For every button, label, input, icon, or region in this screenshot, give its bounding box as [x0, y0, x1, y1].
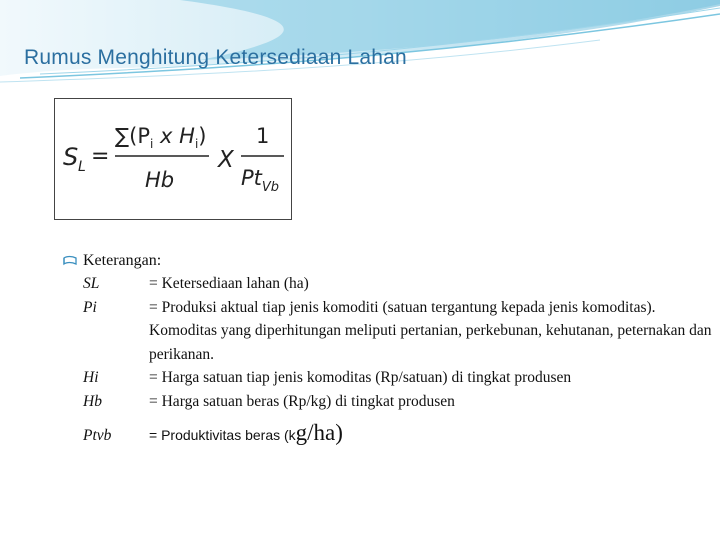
- definition-row: [62, 421, 712, 448]
- definition-text: = Harga satuan beras (Rp/kg) di tingkat produsen: [149, 392, 455, 410]
- formula-lhs-sub: L: [78, 159, 86, 175]
- definition-text: = Ketersediaan lahan (ha): [149, 275, 309, 292]
- header-wave-decoration: [0, 0, 720, 90]
- definition-row: [62, 366, 712, 390]
- notes-heading: [62, 250, 712, 272]
- formula-frac2-numerator: 1: [256, 124, 270, 148]
- notes-section: [62, 250, 712, 448]
- notes-heading-label: Keterangan:: [83, 252, 162, 269]
- definition-row: [62, 390, 712, 414]
- formula-times: X: [218, 147, 234, 173]
- definition-row: [62, 296, 712, 367]
- definition-symbol: Pi: [83, 298, 97, 316]
- formula-equals: =: [91, 144, 110, 169]
- definition-symbol: SL: [83, 275, 100, 292]
- formula-frac2-denominator: $Pt_{Vb}$: [241, 166, 280, 195]
- formula-lhs: S: [63, 143, 79, 171]
- scroll-bullet-icon: [62, 255, 78, 267]
- definition-text-main: = Produktivitas beras (k: [149, 427, 296, 443]
- formula-graphic: [55, 99, 291, 219]
- definition-row: [62, 272, 712, 296]
- definition-text: = Produksi aktual tiap jenis komoditi (satuan tergantung kepada jenis komoditas). Komoditas yang diperhitungan meliputi pertanian, perkebunan, kehutanan, peternakan dan perikanan.: [149, 298, 712, 363]
- definition-text: [149, 421, 712, 448]
- formula-numerator: $\sum(P_i$ x $H_i$): [115, 124, 207, 151]
- definition-symbol: Hi: [83, 369, 99, 386]
- formula-box: [54, 98, 292, 220]
- formula-denominator: Hb: [145, 168, 175, 192]
- definition-symbol: Ptvb: [83, 427, 112, 444]
- slide-title: Rumus Menghitung Ketersediaan Lahan: [24, 46, 407, 69]
- definition-text: = Harga satuan tiap jenis komoditas (Rp/satuan) di tingkat produsen: [149, 369, 572, 386]
- definition-text-tail: g/ha): [295, 420, 343, 445]
- definition-symbol: Hb: [83, 392, 102, 410]
